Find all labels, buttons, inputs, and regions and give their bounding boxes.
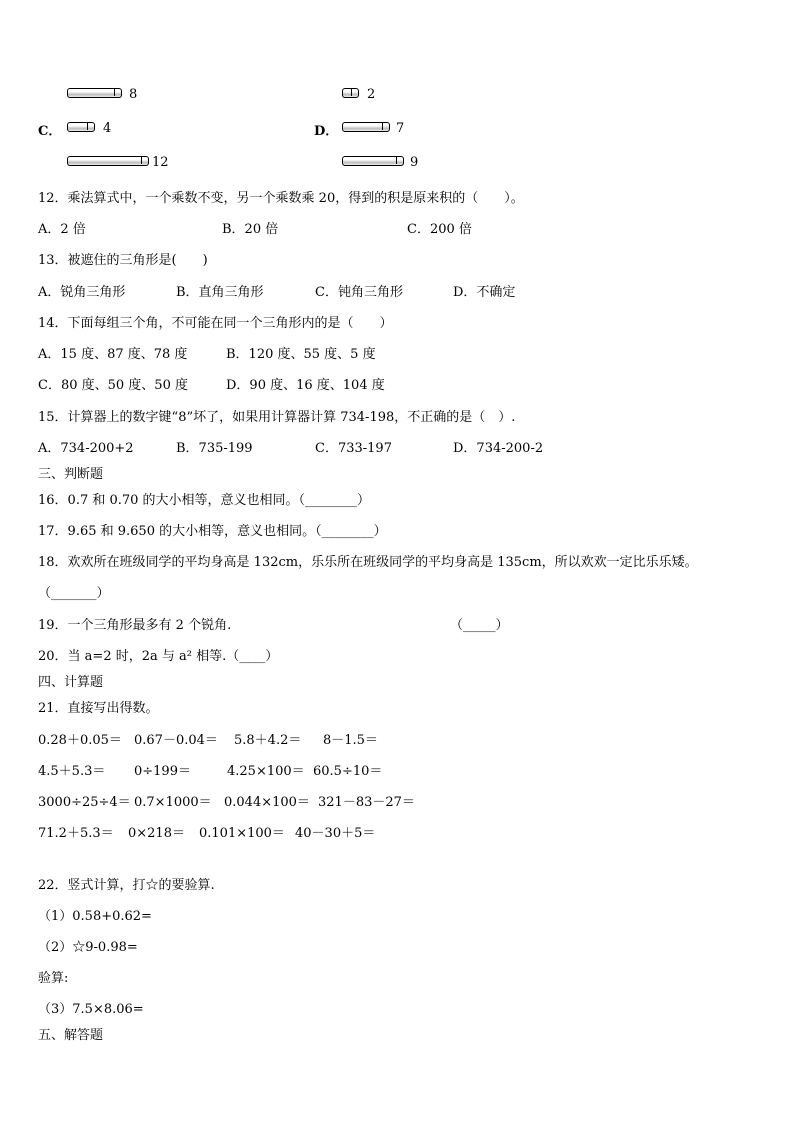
calc-item: 8－1.5＝ (323, 733, 378, 748)
q15-option-c: C．733-197 (315, 441, 392, 456)
section-heading-answers: 五、解答题 (38, 1028, 104, 1043)
q14-option-d: D．90 度、16 度、104 度 (226, 378, 385, 393)
stick-label-8: 8 (129, 87, 138, 102)
stick-2 (342, 88, 359, 98)
calc-item: 0.67－0.04＝ (134, 733, 218, 748)
calc-item: 0.28＋0.05＝ (38, 733, 122, 748)
q19-stem: 19．一个三角形最多有 2 个锐角. (38, 618, 232, 633)
q22-item-3: （3）7.5×8.06= (38, 1002, 144, 1017)
q14-option-b: B．120 度、55 度、5 度 (226, 347, 376, 362)
stick-12 (67, 156, 149, 166)
calc-item: 0÷199＝ (134, 764, 191, 779)
q15-option-b: B．735-199 (176, 441, 253, 456)
q22-verify-label: 验算: (38, 971, 69, 986)
stick-7 (342, 122, 390, 132)
q22-item-1: （1）0.58+0.62= (38, 909, 152, 924)
q15-option-d: D．734-200-2 (453, 441, 544, 456)
calc-item: 5.8＋4.2＝ (234, 733, 302, 748)
q16-text: 16．0.7 和 0.70 的大小相等，意义也相同。（________） (38, 493, 371, 508)
q13-option-d: D．不确定 (453, 285, 516, 300)
q18-answer: （_______） (38, 586, 110, 601)
calc-item: 0.7×1000＝ (134, 795, 212, 810)
q13-option-c: C．钝角三角形 (315, 285, 403, 300)
q17-text: 17．9.65 和 9.650 的大小相等，意义也相同。（________） (38, 524, 387, 539)
stick-label-12: 12 (152, 155, 169, 170)
calc-item: 71.2＋5.3＝ (38, 826, 114, 841)
calc-item: 3000÷25÷4＝ (38, 795, 131, 810)
q21-stem: 21．直接写出得数。 (38, 701, 159, 716)
calc-item: 0×218＝ (128, 826, 185, 841)
calc-item: 0.101×100＝ (199, 826, 285, 841)
stick-label-4: 4 (103, 121, 112, 136)
stick-8 (67, 88, 122, 98)
q12-option-b: B．20 倍 (222, 222, 279, 237)
q14-option-a: A．15 度、87 度、78 度 (38, 347, 188, 362)
stick-label-2: 2 (367, 87, 376, 102)
q13-stem: 13．被遮住的三角形是( ) (38, 253, 208, 268)
q12-option-a: A．2 倍 (38, 222, 86, 237)
q20-text: 20．当 a=2 时，2a 与 a² 相等.（____） (38, 649, 279, 664)
calc-item: 0.044×100＝ (224, 795, 310, 810)
calc-item: 40－30＋5＝ (295, 826, 376, 841)
q13-option-b: B．直角三角形 (176, 285, 264, 300)
q14-option-c: C．80 度、50 度、50 度 (38, 378, 188, 393)
option-d-label: D． (314, 124, 339, 139)
calc-item: 321－83－27＝ (318, 795, 415, 810)
calc-item: 4.5＋5.3＝ (38, 764, 106, 779)
option-c-label: C． (38, 124, 62, 139)
calc-item: 60.5÷10＝ (313, 764, 383, 779)
q14-stem: 14．下面每组三个角，不可能在同一个三角形内的是（ ） (38, 316, 393, 331)
q22-stem: 22．竖式计算，打☆的要验算. (38, 878, 215, 893)
section-heading-calculation: 四、计算题 (38, 675, 104, 690)
q22-item-2: （2）☆9-0.98= (38, 940, 138, 955)
stick-label-7: 7 (396, 121, 405, 136)
q15-option-a: A．734-200+2 (38, 441, 134, 456)
q12-stem: 12．乘法算式中，一个乘数不变，另一个乘数乘 20，得到的积是原来积的（ ）。 (38, 191, 524, 206)
stick-9 (342, 156, 404, 166)
q13-option-a: A．锐角三角形 (38, 285, 126, 300)
q19-answer: （_____） (450, 618, 509, 633)
q15-stem: 15．计算器上的数字键“8”坏了，如果用计算器计算 734-198，不正确的是（ ）. (38, 410, 516, 425)
q12-option-c: C．200 倍 (407, 222, 472, 237)
stick-label-9: 9 (410, 155, 419, 170)
stick-4 (67, 122, 95, 132)
calc-item: 4.25×100＝ (227, 764, 305, 779)
q18-stem: 18．欢欢所在班级同学的平均身高是 132cm，乐乐所在班级同学的平均身高是 135cm，所以欢欢一定比乐乐矮。 (38, 555, 698, 570)
section-heading-judgement: 三、判断题 (38, 467, 104, 482)
